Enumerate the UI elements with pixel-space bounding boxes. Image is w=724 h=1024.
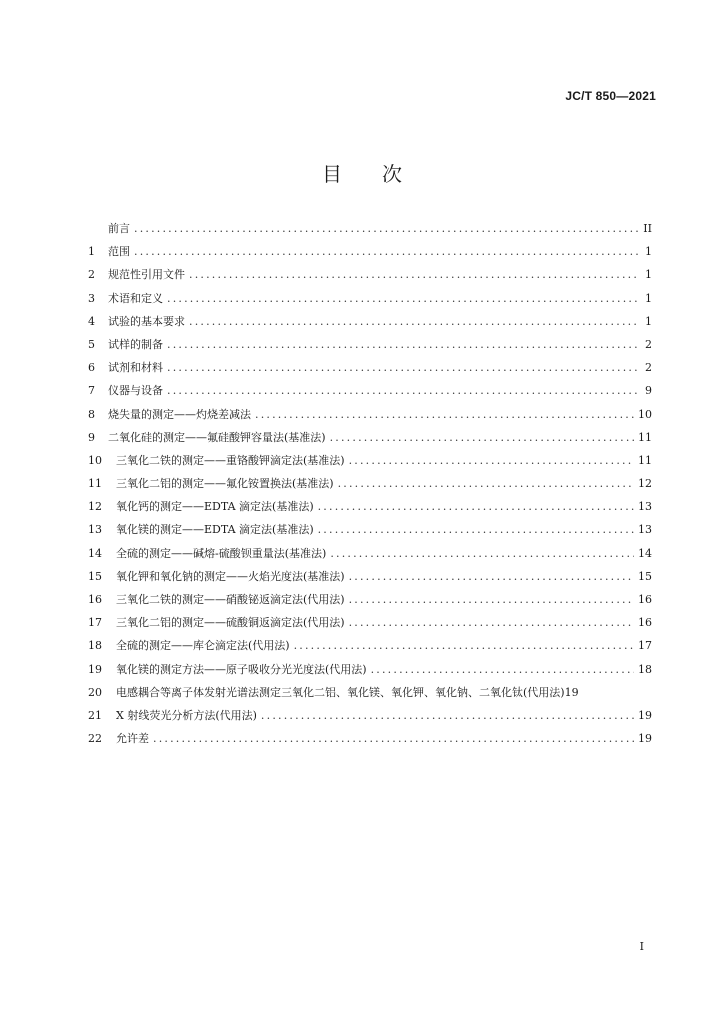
toc-entry-page: 16 [638,593,652,606]
toc-entry-page: 13 [638,500,652,514]
toc-entry-number: 17 [88,616,102,630]
toc-leader-dots [167,384,638,397]
toc-entry[interactable] [88,661,652,684]
toc-entry-title: 氧化镁的测定——EDTA 滴定法(基准法) [116,523,314,537]
toc-entry[interactable] [88,498,652,521]
toc-entry[interactable] [88,359,652,382]
toc-entry[interactable] [88,266,652,289]
toc-entry-page: 19 [638,732,652,746]
page-title-part-1: 目 [322,162,342,186]
toc-entry-title: 规范性引用文件 [108,268,185,282]
toc-entry-page: 15 [638,569,652,583]
toc-entry-page: 14 [638,546,652,560]
toc-entry-number: 15 [88,569,102,583]
toc-entry[interactable] [88,707,652,730]
toc-leader-dots [261,709,634,722]
page-title-part-2: 次 [382,162,402,186]
toc-entry[interactable] [88,591,652,614]
toc-entry-title: 氧化镁的测定方法——原子吸收分光光度法(代用法) [116,662,367,676]
toc-leader-dots [134,222,638,235]
toc-entry[interactable] [88,290,652,313]
toc-entry[interactable] [88,336,652,359]
toc-entry-title: 氧化钾和氧化钠的测定——火焰光度法(基准法) [116,569,345,583]
toc-entry[interactable] [88,452,652,475]
toc-entry-page: II [643,222,652,235]
toc-entry-title: 三氧化二铁的测定——硝酸铋返滴定法(代用法) [116,593,345,606]
toc-leader-dots [189,315,638,328]
toc-leader-dots [153,732,634,745]
toc-entry-number: 21 [88,708,102,722]
standard-code: JC/T 850—2021 [565,89,656,103]
toc-entry[interactable] [88,220,652,243]
toc-leader-dots [349,593,634,606]
toc-entry-number: 9 [88,430,95,444]
toc-leader-dots [167,292,638,305]
toc-entry-number: 13 [88,523,102,537]
toc-entry[interactable] [88,614,652,637]
toc-entry-page: 1 [645,245,652,259]
toc-entry[interactable] [88,406,652,429]
toc-leader-dots [330,547,634,560]
toc-entry-title: 试样的制备 [108,337,163,351]
toc-leader-dots [318,523,634,536]
toc-entry-title: 仪器与设备 [108,384,163,398]
toc-entry-title: 烧失量的测定——灼烧差减法 [108,407,251,421]
toc-entry-number: 2 [88,268,95,282]
toc-leader-dots [349,570,634,583]
toc-entry[interactable] [88,475,652,498]
toc-entry-title: 二氧化硅的测定——氟硅酸钾容量法(基准法) [108,430,326,444]
toc-entry-number: 4 [88,314,95,328]
toc-entry-page: 10 [638,407,652,421]
toc-entry-page: 13 [638,523,652,537]
toc-entry-page: 9 [645,384,652,398]
toc-entry-page: 1 [645,268,652,282]
toc-entry-number: 6 [88,361,95,375]
toc-entry-title: 术语和定义 [108,291,163,305]
toc-leader-dots [134,245,638,258]
toc-entry[interactable] [88,637,652,660]
toc-entry-page: 12 [638,477,652,491]
toc-entry[interactable] [88,313,652,336]
toc-entry-page: 18 [638,662,652,676]
toc-leader-dots [349,616,634,629]
toc-entry-number: 3 [88,291,95,305]
toc-entry-number: 20 [88,685,102,699]
toc-leader-dots [294,639,634,652]
toc-leader-dots [189,268,638,281]
toc-entry-number: 14 [88,546,102,560]
toc-entry[interactable] [88,568,652,591]
toc-leader-dots [318,500,634,513]
toc-entry-number: 8 [88,407,95,421]
toc-entry-number: 1 [88,245,95,259]
toc-entry-number: 11 [88,477,102,491]
page-title [0,158,724,187]
toc-entry-page: 16 [638,616,652,630]
toc-entry-page: 2 [645,361,652,375]
toc-leader-dots [338,477,634,490]
toc-entry-title: 三氧化二铁的测定——重铬酸钾滴定法(基准法) [116,453,345,467]
toc-leader-dots [330,431,634,444]
toc-entry[interactable] [88,730,652,753]
toc-entry-number: 5 [88,337,95,351]
toc-leader-dots [371,663,634,676]
toc-entry-title: 允许差 [116,732,149,746]
toc-entry-title: 三氧化二铝的测定——氟化铵置换法(基准法) [116,477,334,491]
toc-entry-number: 12 [88,500,102,514]
toc-entry-number: 7 [88,384,95,398]
toc-entry-page: 2 [645,337,652,351]
toc-entry-page: 1 [645,314,652,328]
toc-entry-title: 三氧化二铝的测定——硫酸铜返滴定法(代用法) [116,616,345,630]
toc-leader-dots [349,454,634,467]
table-of-contents [88,220,652,753]
toc-entry-page: 19 [564,685,579,699]
toc-entry[interactable] [88,429,652,452]
toc-entry-page: 1 [645,291,652,305]
page-number: I [639,940,644,953]
toc-leader-dots [167,338,638,351]
toc-entry-title: 范围 [108,245,130,259]
toc-entry[interactable] [88,684,652,707]
toc-entry-number: 22 [88,732,102,746]
toc-leader-dots [167,361,638,374]
toc-entry[interactable] [88,521,652,544]
toc-entry-page: 17 [638,639,652,653]
toc-entry-number: 19 [88,662,102,676]
toc-entry-title: 试剂和材料 [108,361,163,375]
toc-entry-page: 19 [638,708,652,722]
toc-entry-number: 10 [88,453,102,467]
toc-entry-title: 氧化钙的测定——EDTA 滴定法(基准法) [116,500,314,514]
toc-entry-title: 全硫的测定——碱熔-硫酸钡重量法(基准法) [116,546,327,560]
toc-entry-title: 试验的基本要求 [108,314,185,328]
toc-entry[interactable] [88,382,652,405]
toc-entry-number: 18 [88,639,102,653]
toc-entry-page: 11 [638,430,652,444]
toc-entry-title: X 射线荧光分析方法(代用法) [116,708,257,722]
toc-entry-title: 电感耦合等离子体发射光谱法测定三氧化二铝、氧化镁、氧化钾、氧化钠、二氧化钛(代用法) [116,685,565,699]
toc-entry-number: 16 [88,593,102,606]
toc-entry[interactable] [88,243,652,266]
toc-entry-title: 前言 [108,222,130,235]
toc-entry-page: 11 [638,453,652,467]
toc-entry[interactable] [88,545,652,568]
toc-leader-dots [255,408,634,421]
toc-entry-title: 全硫的测定——库仑滴定法(代用法) [116,639,290,653]
